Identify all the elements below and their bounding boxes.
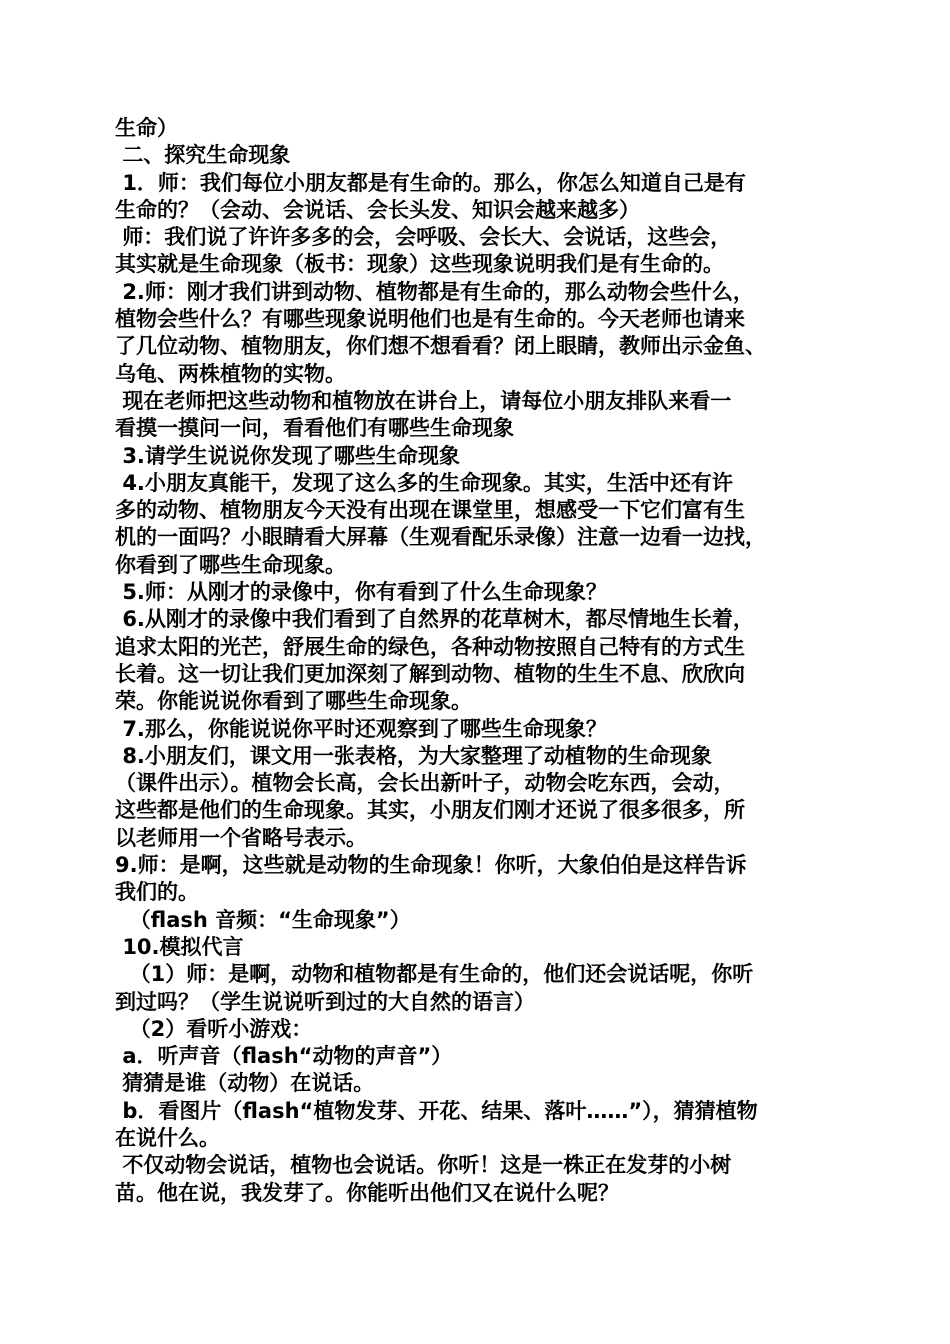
text-line: 4.小朋友真能干，发现了这么多的生命现象。其实，生活中还有许 <box>115 470 733 495</box>
text-line: 荣。你能说说你看到了哪些生命现象。 <box>115 689 472 714</box>
text-line: 8.小朋友们，课文用一张表格，为大家整理了动植物的生命现象 <box>115 743 712 768</box>
text-line: 植物会些什么？有哪些现象说明他们也是有生命的。今天老师也请来 <box>115 307 745 332</box>
text-line: 师：我们说了许许多多的会，会呼吸、会长大、会说话，这些会， <box>115 225 732 250</box>
text-line: 现在老师把这些动物和植物放在讲台上，请每位小朋友排队来看一 <box>115 388 732 413</box>
text-line: b．看图片（flash“植物发芽、开花、结果、落叶……”），猜猜植物 <box>115 1098 758 1123</box>
text-line: 6.从刚才的录像中我们看到了自然界的花草树木，都尽情地生长着， <box>115 607 754 632</box>
document-body <box>115 115 845 1207</box>
section-heading: 二、探究生命现象 <box>115 143 291 168</box>
text-line: 看摸一摸问一问，看看他们有哪些生命现象 <box>115 416 514 441</box>
text-line: （课件出示）。植物会长高，会长出新叶子，动物会吃东西，会动， <box>115 771 735 796</box>
text-line: 猜猜是谁（动物）在说话。 <box>115 1071 375 1096</box>
text-line: 长着。这一切让我们更加深刻了解到动物、植物的生生不息、欣欣向 <box>115 661 745 686</box>
text-line: 9.师：是啊，这些就是动物的生命现象！你听，大象伯伯是这样告诉 <box>115 853 747 878</box>
text-line: 以老师用一个省略号表示。 <box>115 825 367 850</box>
text-line: 到过吗？（学生说说听到过的大自然的语言） <box>115 989 535 1014</box>
text-line: （2）看听小游戏： <box>115 1016 313 1041</box>
text-line: 不仅动物会说话，植物也会说话。你听！这是一株正在发芽的小树 <box>115 1153 732 1178</box>
text-line: 其实就是生命现象（板书：现象）这些现象说明我们是有生命的。 <box>115 252 724 277</box>
text-line: 了几位动物、植物朋友，你们想不想看看？闭上眼睛，教师出示金鱼、 <box>115 334 766 359</box>
text-line: 我们的。 <box>115 880 199 905</box>
text-line: 5.师：从刚才的录像中，你有看到了什么生命现象？ <box>115 580 607 605</box>
text-line: 3.请学生说说你发现了哪些生命现象 <box>115 443 460 468</box>
text-line: 1．师：我们每位小朋友都是有生命的。那么，你怎么知道自己是有 <box>115 170 746 195</box>
text-line: a．听声音（flash“动物的声音”） <box>115 1044 453 1069</box>
text-line: 生命的？（会动、会说话、会长头发、知识会越来越多） <box>115 197 640 222</box>
text-line: （1）师：是啊，动物和植物都是有生命的，他们还会说话呢，你听 <box>115 962 754 987</box>
text-line: 机的一面吗？小眼睛看大屏幕（生观看配乐录像）注意一边看一边找， <box>115 525 766 550</box>
text-line: 这些都是他们的生命现象。其实，小朋友们刚才还说了很多很多，所 <box>115 798 745 823</box>
text-line: 追求太阳的光芒，舒展生命的绿色，各种动物按照自己特有的方式生 <box>115 634 745 659</box>
text-line: 多的动物、植物朋友今天没有出现在课堂里，想感受一下它们富有生 <box>115 498 745 523</box>
text-line: 7.那么，你能说说你平时还观察到了哪些生命现象？ <box>115 716 607 741</box>
text-line: 乌龟、两株植物的实物。 <box>115 361 346 386</box>
text-line: 在说什么。 <box>115 1125 220 1150</box>
text-line: 你看到了哪些生命现象。 <box>115 552 346 577</box>
text-line: 10.模拟代言 <box>115 934 244 959</box>
text-line: （flash 音频：“生命现象”） <box>115 907 411 932</box>
text-line: 2.师：刚才我们讲到动物、植物都是有生命的，那么动物会些什么， <box>115 279 754 304</box>
text-line: 生命） <box>115 116 178 140</box>
text-line: 苗。他在说，我发芽了。你能听出他们又在说什么呢？ <box>115 1180 619 1205</box>
